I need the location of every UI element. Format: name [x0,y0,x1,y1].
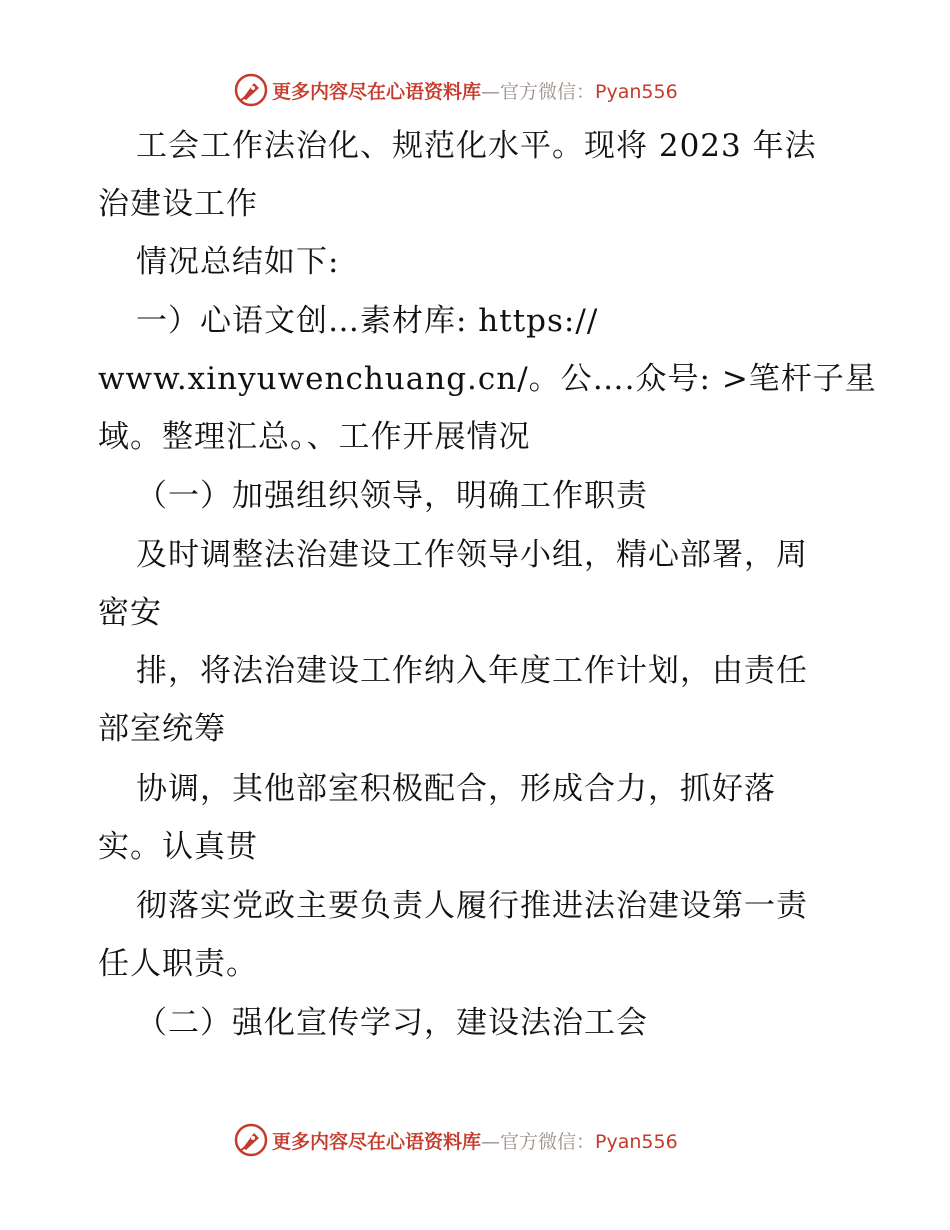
banner-brand: 更多内容尽在心语资料库 [272,80,482,103]
header-banner [234,72,714,108]
banner-brand: 更多内容尽在心语资料库 [272,1130,482,1153]
text-line: 及时调整法治建设工作领导小组，精心部署，周 [136,537,808,573]
section-heading: （一）加强组织领导，明确工作职责 [136,478,648,514]
banner-label: —官方微信： [481,1130,596,1153]
text-line: 部室统筹 [98,711,226,747]
text-line: 彻落实党政主要负责人履行推进法治建设第一责 [136,888,808,924]
banner-label: —官方微信： [481,80,596,103]
banner-wechat-id: Pyan556 [595,1130,678,1153]
banner-wechat-id: Pyan556 [595,80,678,103]
section-heading: （二）强化宣传学习，建设法治工会 [136,1005,648,1041]
text-line: 一）心语文创…素材库: https:// [136,303,599,339]
text-line: 工会工作法治化、规范化水平。现将 2023 年法 [136,128,817,164]
pen-nib-circle-icon [234,73,268,107]
pen-nib-circle-icon [234,1123,268,1157]
text-line: 域。整理汇总。、工作开展情况 [98,419,531,455]
text-line: 情况总结如下: [136,244,340,280]
footer-banner [234,1122,714,1158]
text-line: 实。认真贯 [98,829,258,865]
text-line: 密安 [98,595,162,631]
text-line: www.xinyuwenchuang.cn/。公….众号: >笔杆子星 [98,361,877,397]
banner-text [272,1127,678,1154]
text-line: 排，将法治建设工作纳入年度工作计划，由责任 [136,653,808,689]
text-line: 任人职责。 [98,946,258,982]
text-line: 协调，其他部室积极配合，形成合力，抓好落 [136,771,776,807]
text-line: 治建设工作 [98,186,258,222]
banner-text [272,77,678,104]
